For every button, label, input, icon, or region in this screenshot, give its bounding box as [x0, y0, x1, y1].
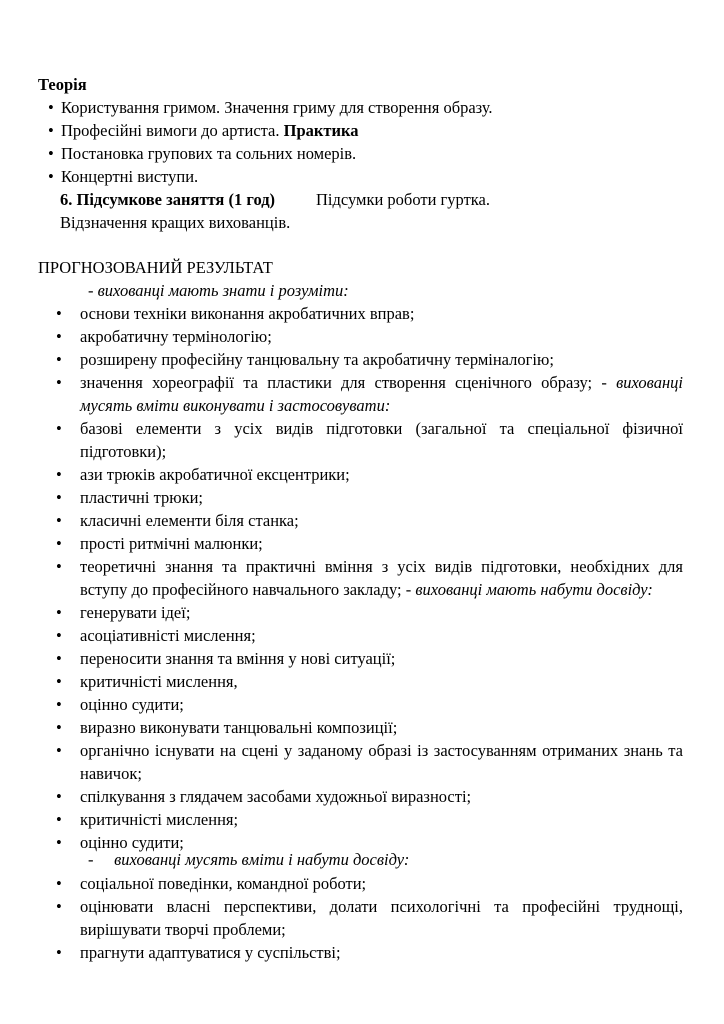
list-item: • спілкування з глядачем засобами художньої виразності;: [56, 787, 472, 806]
theory-title: Теорія: [38, 75, 87, 94]
list-item: • основи техніки виконання акробатичних вправ;: [56, 304, 415, 323]
practice-label: Практика: [283, 121, 359, 140]
theory-list: [48, 96, 493, 188]
list-item: • Постановка групових та сольних номерів.: [48, 144, 357, 163]
list-item: • критичністі мислення,: [56, 672, 238, 691]
list-item: • органічно існувати на сцені у заданому образі із застосуванням отриманих знань та навичок;: [56, 741, 683, 783]
list-item: • пластичні трюки;: [56, 488, 204, 507]
subheading: - вихованці мають знати і розуміти:: [88, 281, 349, 300]
list-item: • прагнути адаптуватися у суспільстві;: [56, 943, 341, 962]
list-item: • Користування гримом. Значення гриму для створення образу.: [48, 98, 493, 117]
list-item: • класичні елементи біля станка;: [56, 511, 299, 530]
results-list: [56, 302, 683, 854]
list-item: • виразно виконувати танцювальні композиції;: [56, 718, 398, 737]
list-item: • генерувати ідеї;: [56, 603, 191, 622]
list-item: • значення хореографії та пластики для створення сценічного образу; - вихованці мусять вміти виконувати і застосовувати:: [56, 373, 683, 415]
list-item: • оцінювати власні перспективи, долати психологічні та професійні труднощі, вирішувати творчі проблеми;: [56, 897, 683, 939]
list-item: • критичністі мислення;: [56, 810, 239, 829]
list-item: • теоретичні знання та практичні вміння з усіх видів підготовки, необхідних для вступу до професійного навчального закладу; - вихованці мають набути досвіду:: [56, 557, 683, 599]
list-item: • розширену професійну танцювальну та акробатичну терміналогію;: [56, 350, 554, 369]
list-item: • оцінно судити;: [56, 833, 184, 852]
list-item: • соціальної поведінки, командної роботи;: [56, 874, 367, 893]
list-item: • ази трюків акробатичної ексцентрики;: [56, 465, 350, 484]
list-item: • прості ритмічні малюнки;: [56, 534, 263, 553]
list-item: • оцінно судити;: [56, 695, 184, 714]
results-list: [56, 872, 683, 964]
list-item: • переносити знання та вміння у нові ситуації;: [56, 649, 396, 668]
subheading: - вихованці мусять вміти і набути досвіду:: [88, 850, 410, 869]
final-lesson-title: 6. Підсумкове заняття (1 год): [60, 190, 276, 209]
results-heading: ПРОГНОЗОВАНИЙ РЕЗУЛЬТАТ: [38, 258, 273, 277]
list-item: • базові елементи з усіх видів підготовки (загальної та спеціальної фізичної підготовки);: [56, 419, 683, 461]
list-item: • Концертні виступи.: [48, 167, 199, 186]
final-lesson: 6. Підсумкове заняття (1 год) Підсумки роботи гуртка. Відзначення кращих вихованців.: [60, 190, 490, 232]
list-item: • Професійні вимоги до артиста. Практика: [48, 121, 359, 140]
list-item: • асоціативністі мислення;: [56, 626, 256, 645]
list-item: • акробатичну термінологію;: [56, 327, 272, 346]
